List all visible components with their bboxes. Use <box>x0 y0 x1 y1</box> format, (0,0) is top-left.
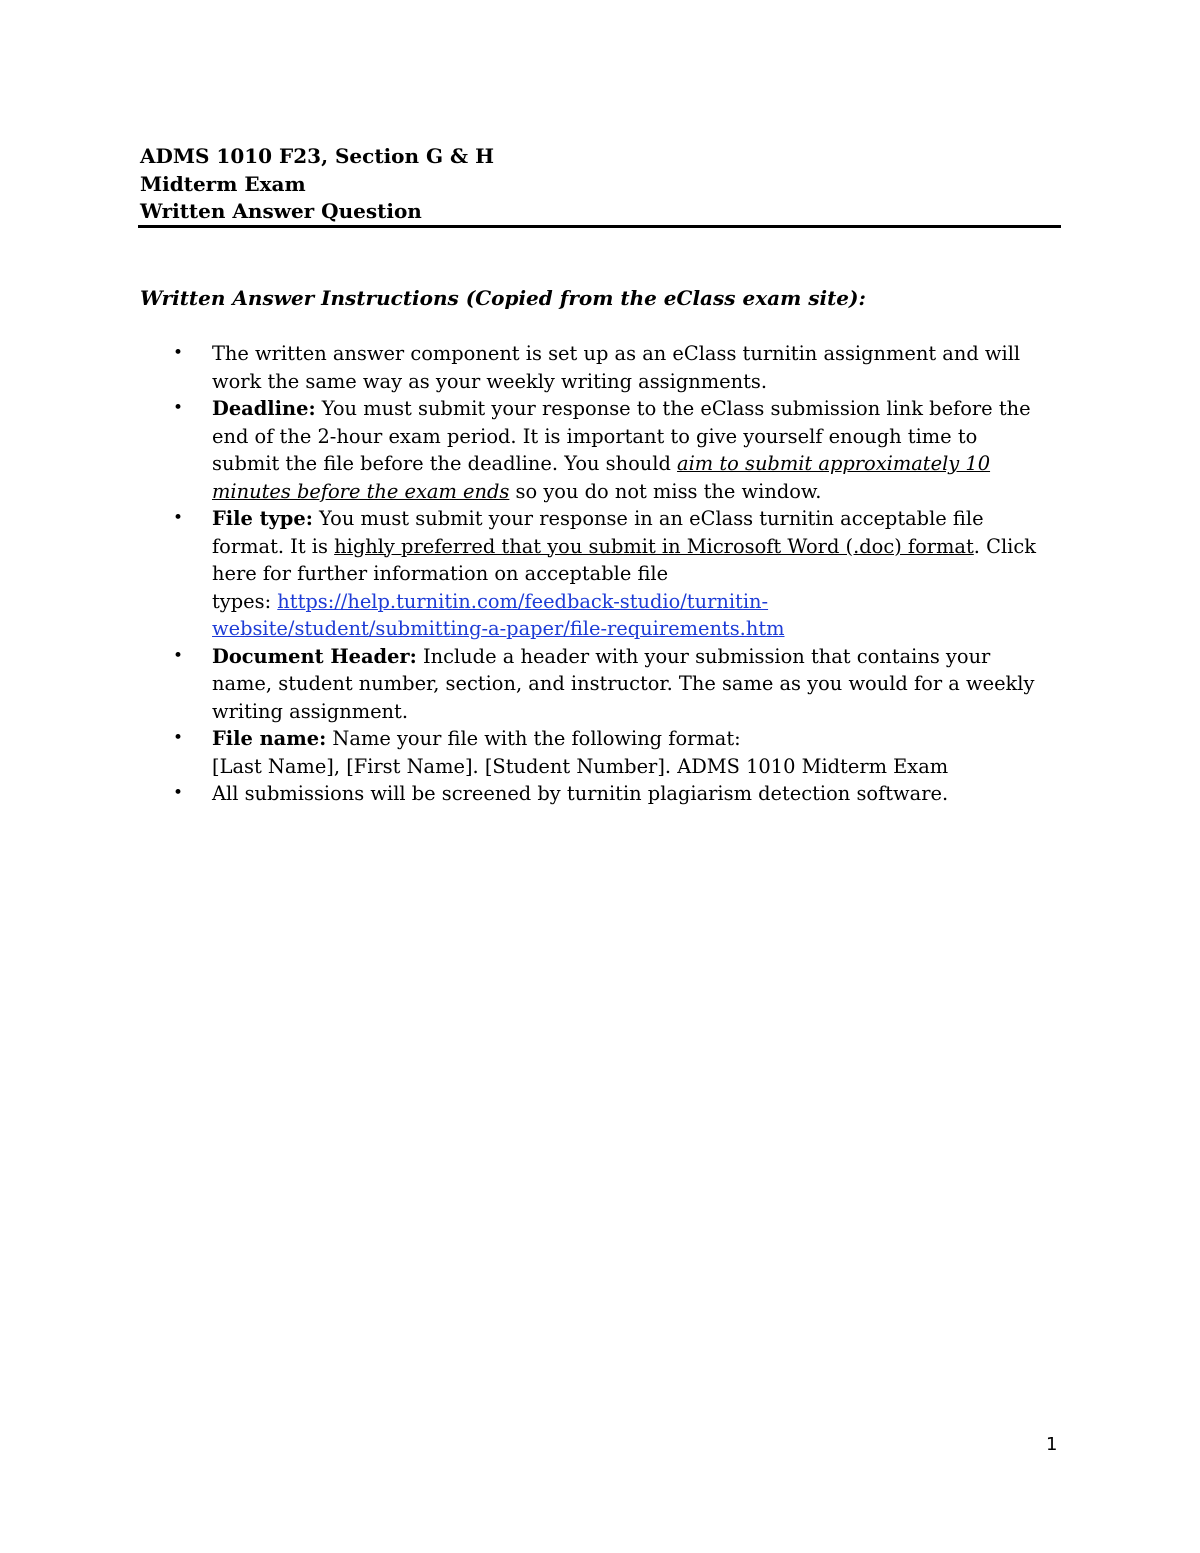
text-line <box>212 643 1060 671</box>
document-header-label: Document Header: <box>212 644 417 668</box>
text-line <box>212 505 1060 533</box>
bullet-icon: • <box>173 728 184 748</box>
text-line <box>212 725 1060 753</box>
text-run: so you do not miss the window. <box>509 479 822 503</box>
text-line: [Last Name], [First Name]. [Student Number]. ADMS 1010 Midterm Exam <box>212 754 949 778</box>
text-run: Name your file with the following format: <box>326 727 741 750</box>
file-requirements-link[interactable]: https://help.turnitin.com/feedback-studio/turnitin- <box>277 589 769 613</box>
text-run: format. It is <box>212 534 335 558</box>
text-line: The written answer component is set up as an eClass turnitin assignment and will <box>212 342 1021 365</box>
text-line <box>212 395 1060 423</box>
bullet-icon: • <box>173 398 184 418</box>
text-run: submit the file before the deadline. You should <box>212 452 678 475</box>
text-line: All submissions will be screened by turnitin plagiarism detection software. <box>212 782 949 805</box>
list-item-file-name <box>140 725 1060 780</box>
file-type-label: File type: <box>212 507 313 530</box>
question-title: Written Answer Question <box>140 199 422 223</box>
instructions-list <box>140 340 1060 808</box>
text-run: . Click <box>973 534 1036 558</box>
list-item-turnitin-assignment <box>140 340 1060 395</box>
text-line <box>212 478 1060 506</box>
text-line <box>212 615 1060 643</box>
text-run: Include a header with your submission that contains your <box>416 644 991 668</box>
text-line: work the same way as your weekly writing assignments. <box>212 369 767 393</box>
bullet-icon: • <box>173 508 184 528</box>
text-line: writing assignment. <box>212 699 408 723</box>
deadline-label: Deadline: <box>212 397 316 420</box>
bullet-icon: • <box>173 783 184 803</box>
text-run: You must submit your response in an eClass turnitin acceptable file <box>312 507 984 530</box>
list-item-deadline <box>140 395 1060 505</box>
text-line <box>212 588 1060 616</box>
text-run: You must submit your response to the eClass submission link before the <box>315 397 1031 420</box>
text-line: name, student number, section, and instructor. The same as you would for a weekly <box>212 672 1035 695</box>
exam-title: Midterm Exam <box>140 171 306 196</box>
bullet-icon: • <box>173 645 184 666</box>
file-requirements-link-continued[interactable]: website/student/submitting-a-paper/file-requirements.htm <box>212 617 785 640</box>
list-item-file-type <box>140 505 1060 643</box>
text-line: end of the 2-hour exam period. It is important to give yourself enough time to <box>212 424 978 448</box>
header-divider <box>138 225 1061 228</box>
list-item-document-header <box>140 643 1060 726</box>
emphasis-text: highly preferred that you submit in Microsoft Word (.doc) format <box>334 534 974 558</box>
text-line: here for further information on acceptable file <box>212 562 669 585</box>
text-line <box>212 450 1060 478</box>
instructions-heading: Written Answer Instructions (Copied from the eClass exam site): <box>140 286 866 310</box>
file-name-label: File name: <box>212 727 327 750</box>
course-title: ADMS 1010 F23, Section G & H <box>140 144 494 168</box>
list-item-plagiarism <box>140 780 1060 808</box>
text-line <box>212 533 1060 561</box>
page-number: 1 <box>1046 1434 1058 1455</box>
text-run: types: <box>212 589 278 613</box>
document-header <box>140 143 1060 226</box>
emphasis-text: minutes before the exam ends <box>212 479 510 503</box>
bullet-icon: • <box>173 343 184 363</box>
emphasis-text: aim to submit approximately 10 <box>677 452 991 475</box>
